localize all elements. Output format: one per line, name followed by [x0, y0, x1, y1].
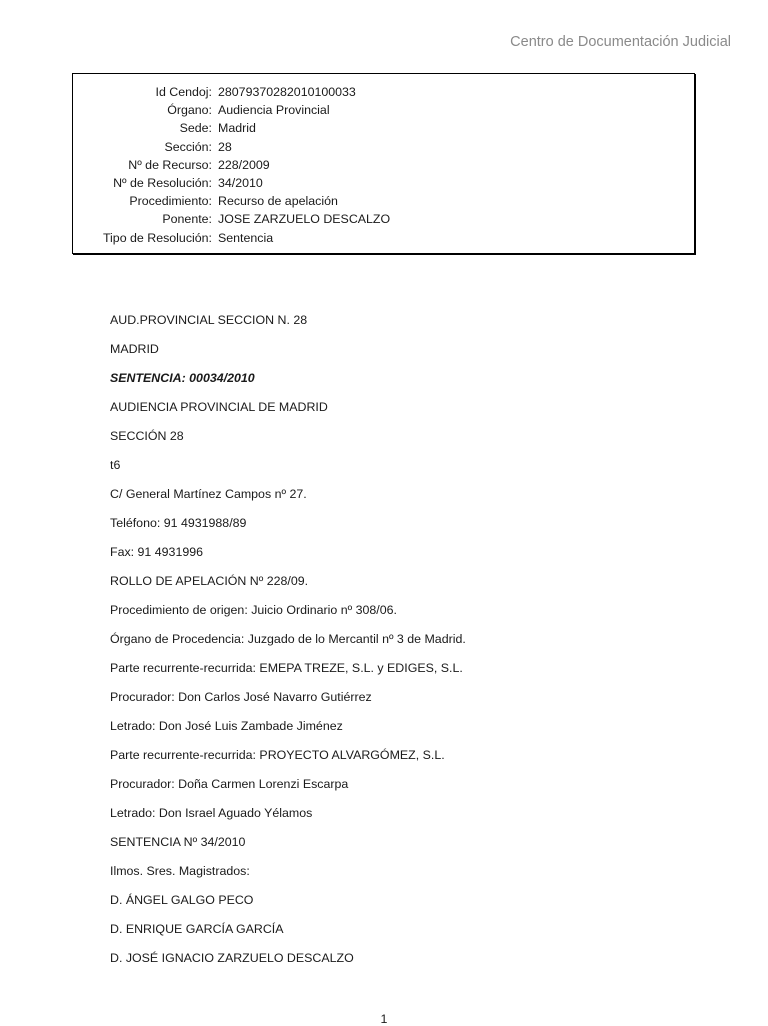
- party-line: Parte recurrente-recurrida: PROYECTO ALVARGÓMEZ, S.L.: [110, 748, 445, 762]
- address-line: C/ General Martínez Campos nº 27.: [110, 487, 307, 501]
- code-line: t6: [110, 458, 121, 472]
- site-title: Centro de Documentación Judicial: [510, 34, 731, 50]
- magistrate-name: D. ENRIQUE GARCÍA GARCÍA: [110, 922, 284, 936]
- sentence-number-heading: SENTENCIA: 00034/2010: [110, 371, 255, 385]
- metadata-label: Sección:: [164, 139, 212, 154]
- metadata-label: Sede:: [179, 121, 212, 136]
- metadata-value: 28079370282010100033: [218, 85, 356, 99]
- magistrate-name: D. JOSÉ IGNACIO ZARZUELO DESCALZO: [110, 951, 354, 965]
- metadata-label: Procedimiento:: [129, 194, 212, 209]
- metadata-label: Ponente:: [162, 212, 212, 227]
- lawyer-line: Letrado: Don José Luis Zambade Jiménez: [110, 719, 343, 733]
- city-line: MADRID: [110, 342, 159, 356]
- metadata-table: [73, 83, 694, 247]
- magistrates-heading: Ilmos. Sres. Magistrados:: [110, 864, 250, 878]
- metadata-row: [73, 174, 694, 192]
- metadata-row: [73, 119, 694, 137]
- metadata-label: Id Cendoj:: [155, 85, 212, 99]
- metadata-value: 28: [218, 139, 232, 154]
- metadata-value: Audiencia Provincial: [218, 103, 330, 118]
- court-name-line: AUDIENCIA PROVINCIAL DE MADRID: [110, 400, 328, 414]
- document-body: [110, 310, 710, 977]
- appeal-roll-line: ROLLO DE APELACIÓN Nº 228/09.: [110, 574, 309, 588]
- phone-line: Teléfono: 91 4931988/89: [110, 516, 247, 530]
- metadata-row: [73, 83, 694, 101]
- metadata-label: Nº de Resolución:: [113, 175, 212, 190]
- magistrate-name: D. ÁNGEL GALGO PECO: [110, 893, 254, 907]
- metadata-value: 228/2009: [218, 157, 270, 172]
- metadata-value: Madrid: [218, 121, 256, 136]
- page-number: 1: [380, 1012, 388, 1026]
- sentence-line: SENTENCIA Nº 34/2010: [110, 835, 246, 849]
- party-line: Parte recurrente-recurrida: EMEPA TREZE, S.L. y EDIGES, S.L.: [110, 661, 463, 675]
- metadata-box: [72, 73, 695, 254]
- fax-line: Fax: 91 4931996: [110, 545, 204, 559]
- metadata-row: [73, 156, 694, 174]
- lawyer-line: Letrado: Don Israel Aguado Yélamos: [110, 806, 313, 820]
- origin-procedure-line: Procedimiento de origen: Juicio Ordinario nº 308/06.: [110, 603, 397, 617]
- metadata-row: [73, 101, 694, 119]
- metadata-value: 34/2010: [218, 175, 263, 190]
- metadata-row: [73, 210, 694, 228]
- metadata-value: Recurso de apelación: [218, 194, 338, 209]
- court-line: AUD.PROVINCIAL SECCION N. 28: [110, 313, 308, 327]
- metadata-label: Tipo de Resolución:: [102, 230, 212, 245]
- attorney-line: Procurador: Don Carlos José Navarro Gutiérrez: [110, 690, 372, 704]
- metadata-row: [73, 192, 694, 210]
- metadata-label: Nº de Recurso:: [128, 157, 212, 172]
- origin-court-line: Órgano de Procedencia: Juzgado de lo Mercantil nº 3 de Madrid.: [110, 632, 466, 646]
- metadata-value: JOSE ZARZUELO DESCALZO: [218, 212, 391, 227]
- metadata-row: [73, 229, 694, 247]
- attorney-line: Procurador: Doña Carmen Lorenzi Escarpa: [110, 777, 349, 791]
- metadata-value: Sentencia: [218, 230, 274, 245]
- metadata-row: [73, 138, 694, 156]
- metadata-label: Órgano:: [167, 103, 212, 118]
- section-line: SECCIÓN 28: [110, 429, 184, 443]
